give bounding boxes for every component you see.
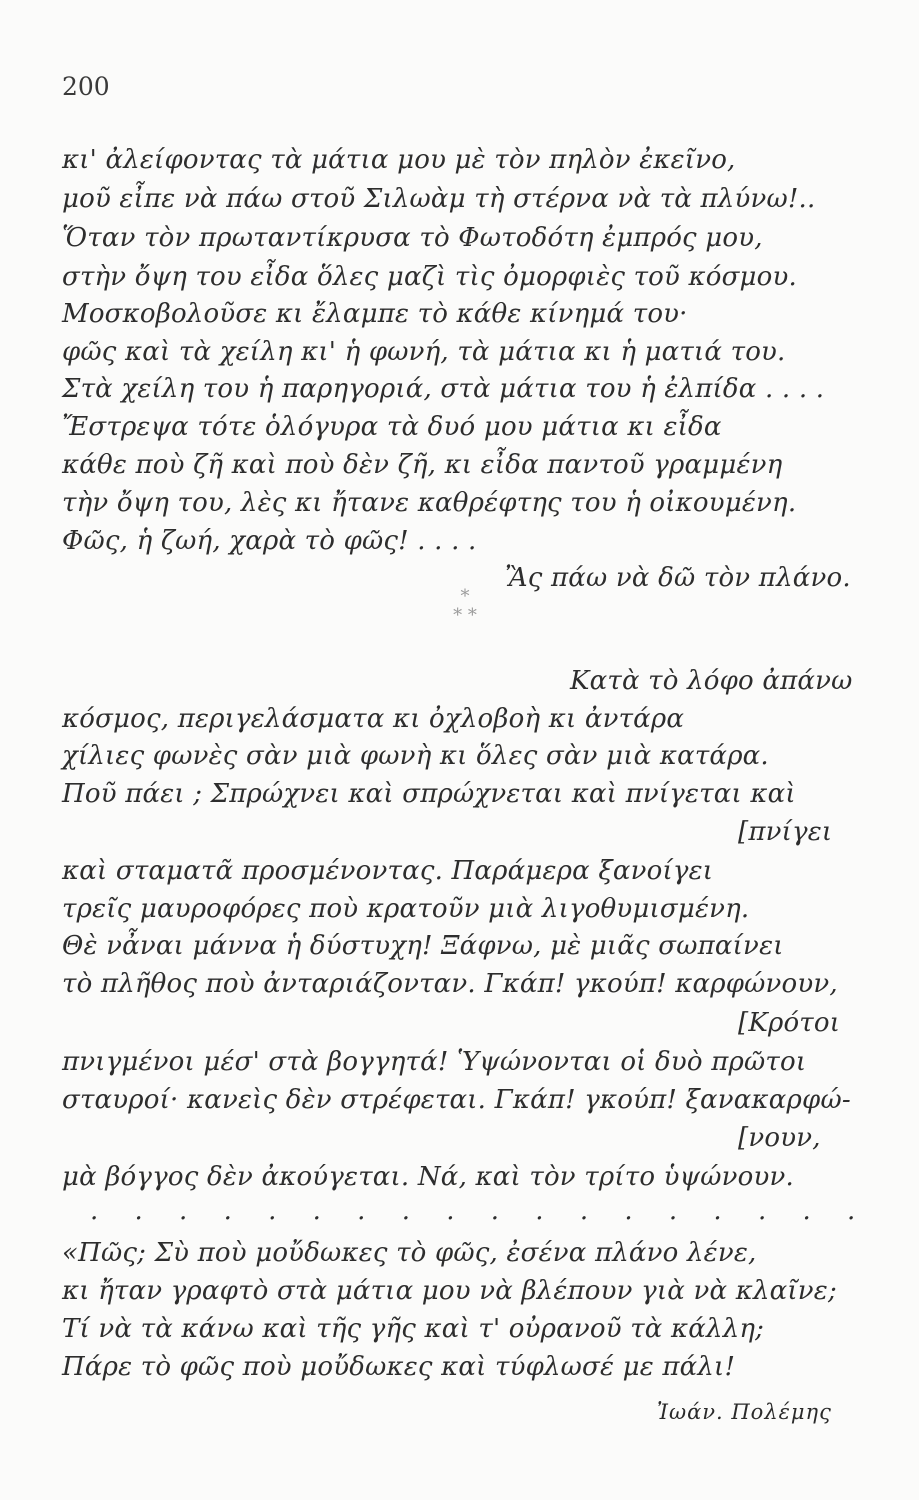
verse-turnover: [πνίγει bbox=[738, 817, 833, 847]
ellipsis-row: . . . . . . . . . . . . . . . . . . bbox=[90, 1196, 870, 1226]
verse-line: μὰ βόγγος δὲν ἀκούγεται. Νά, καὶ τὸν τρίτο ὑψώνουν. bbox=[62, 1162, 794, 1192]
verse-line: Τί νὰ τὰ κάνω καὶ τῆς γῆς καὶ τ' οὐρανοῦ τὰ κάλλη; bbox=[62, 1314, 765, 1344]
verse-line: κάθε ποὺ ζῆ καὶ ποὺ δὲν ζῆ, κι εἶδα παντοῦ γραμμένη bbox=[62, 450, 783, 480]
verse-line: σταυροί· κανεὶς δὲν στρέφεται. Γκάπ! γκούπ! ξανακαρφώ- bbox=[62, 1085, 851, 1115]
verse-line: τὸ πλῆθος ποὺ ἀνταριάζονταν. Γκάπ! γκούπ! καρφώνουν, bbox=[62, 969, 838, 999]
verse-line: πνιγμένοι μέσ' στὰ βογγητά! Ὑψώνονται οἱ δυὸ πρῶτοι bbox=[62, 1047, 807, 1077]
verse-line: στὴν ὄψη του εἶδα ὅλες μαζὶ τὶς ὀμορφιὲς τοῦ κόσμου. bbox=[62, 262, 797, 292]
verse-line: μοῦ εἶπε νὰ πάω στοῦ Σιλωὰμ τὴ στέρνα νὰ τὰ πλύνω!.. bbox=[62, 184, 816, 214]
verse-line: Ποῦ πάει ; Σπρώχνει καὶ σπρώχνεται καὶ πνίγεται καὶ bbox=[62, 779, 796, 809]
verse-turnover: [Κρότοι bbox=[738, 1008, 841, 1038]
section-separator bbox=[440, 588, 490, 626]
verse-line: Φῶς, ἡ ζωή, χαρὰ τὸ φῶς! . . . . bbox=[62, 526, 477, 556]
verse-line-indented: Ἂς πάω νὰ δῶ τὸν πλάνο. bbox=[505, 563, 851, 593]
separator-star: * bbox=[460, 586, 470, 607]
page-number: 200 bbox=[62, 72, 110, 101]
verse-line: χίλιες φωνὲς σὰν μιὰ φωνὴ κι ὅλες σὰν μιὰ κατάρα. bbox=[62, 741, 769, 771]
verse-line: κόσμος, περιγελάσματα κι ὀχλοβοὴ κι ἀντάρα bbox=[62, 704, 685, 734]
verse-line: καὶ σταματᾶ προσμένοντας. Παράμερα ξανοίγει bbox=[62, 856, 714, 886]
verse-line: Θὲ νἆναι μάννα ἡ δύστυχη! Ξάφνω, μὲ μιᾶς σωπαίνει bbox=[62, 931, 784, 961]
verse-line: Ὅταν τὸν πρωταντίκρυσα τὸ Φωτοδότη ἐμπρός μου, bbox=[62, 223, 763, 253]
verse-line: τὴν ὄψη του, λὲς κι ἤτανε καθρέφτης του ἡ οἰκουμένη. bbox=[62, 488, 797, 518]
verse-line: Στὰ χείλη του ἡ παρηγοριά, στὰ μάτια του ἡ ἐλπίδα . . . . bbox=[62, 374, 825, 404]
verse-turnover: [νουν, bbox=[738, 1123, 821, 1153]
author-signature: Ἰωάν. Πολέμης bbox=[657, 1400, 832, 1424]
separator-stars: * * bbox=[453, 604, 477, 626]
verse-line: Ἔστρεψα τότε ὁλόγυρα τὰ δυό μου μάτια κι εἶδα bbox=[62, 412, 722, 442]
verse-line: φῶς καὶ τὰ χείλη κι' ἡ φωνή, τὰ μάτια κι ἡ ματιά του. bbox=[62, 337, 786, 367]
verse-line: κι ἤταν γραφτὸ στὰ μάτια μου νὰ βλέπουν γιὰ νὰ κλαῖνε; bbox=[62, 1276, 837, 1306]
verse-line: Πάρε τὸ φῶς ποὺ μοὔδωκες καὶ τύφλωσέ με πάλι! bbox=[62, 1352, 736, 1382]
verse-line: Μοσκοβολοῦσε κι ἔλαμπε τὸ κάθε κίνημά του· bbox=[62, 299, 688, 329]
verse-line: «Πῶς; Σὺ ποὺ μοὔδωκες τὸ φῶς, ἐσένα πλάνο λένε, bbox=[62, 1238, 757, 1268]
verse-line: τρεῖς μαυροφόρες ποὺ κρατοῦν μιὰ λιγοθυμισμένη. bbox=[62, 894, 750, 924]
verse-line-indented: Κατὰ τὸ λόφο ἀπάνω bbox=[570, 666, 853, 696]
verse-line: κι' ἀλείφοντας τὰ μάτια μου μὲ τὸν πηλὸν ἐκεῖνο, bbox=[62, 145, 736, 175]
